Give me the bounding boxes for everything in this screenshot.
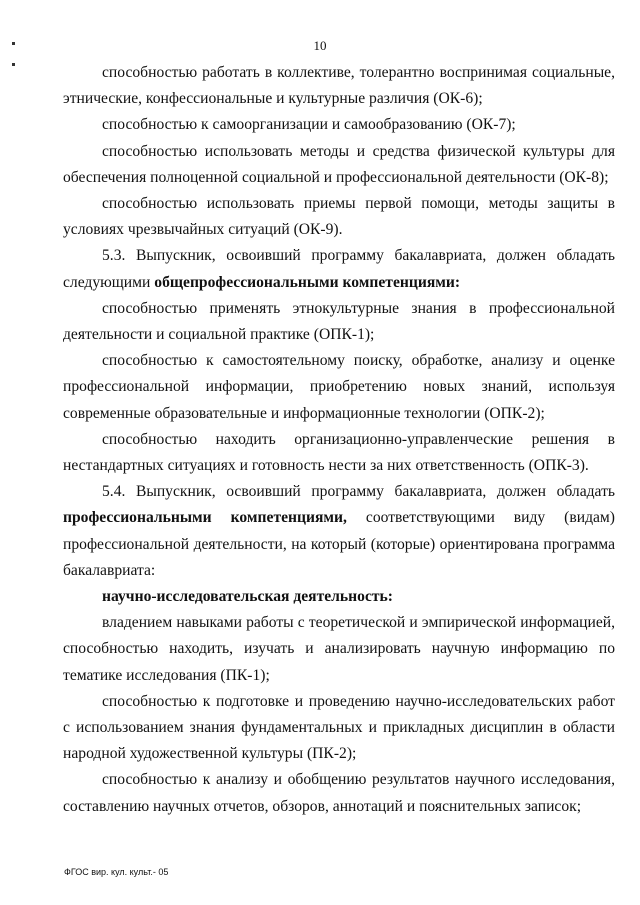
paragraph-opk1: способностью применять этнокультурные знания в профессиональной деятельности и социальной практике (ОПК-1); [63, 299, 615, 344]
paragraph-5-4-text: 5.4. Выпускник, освоивший программу бакалавриата, должен обладать [102, 483, 615, 501]
paragraph-ok6: способностью работать в коллективе, толерантно воспринимая социальные, этнические, конфессиональные и культурные различия (ОК-6); [63, 64, 615, 108]
professional-competencies-heading: профессиональными компетенциями, [63, 509, 347, 527]
page-number: 10 [313, 38, 327, 53]
scan-speck [12, 63, 15, 66]
paragraph-5-3 [63, 243, 615, 295]
research-activity-heading [63, 584, 615, 610]
paragraph-pk2: способностью к подготовке и проведению научно-исследовательских работ с использованием знания фундаментальных и прикладных дисциплин в области народной художественной культуры (ПК-2); [63, 692, 615, 763]
paragraph-ok9: способностью использовать приемы первой помощи, методы защиты в условиях чрезвычайных ситуаций (ОК-9). [63, 195, 615, 239]
paragraph-pk1: владением навыками работы с теоретической и эмпирической информацией, способностью находить, изучать и анализировать научную информацию по тематике исследования (ПК-1); [63, 614, 615, 684]
paragraph-5-3-text: 5.3. Выпускник, освоивший программу бакалавриата, должен обладать следующими [63, 247, 615, 291]
document-body [63, 60, 615, 820]
research-activity-label: научно-исследовательская деятельность: [102, 588, 393, 606]
general-professional-competencies-heading: общепрофессиональными компетенциями: [154, 273, 461, 291]
footer-code: ФГОС вир. кул. культ.- 05 [64, 867, 169, 877]
paragraph-ok7: способностью к самоорганизации и самообразованию (ОК-7); [102, 116, 516, 134]
paragraph-ok8: способностью использовать методы и средства физической культуры для обеспечения полноценной социальной и профессиональной деятельности (ОК-8); [63, 142, 615, 186]
paragraph-opk2: способностью к самостоятельному поиску, обработке, анализу и оценке профессиональной информации, приобретению новых знаний, используя современные образовательные и информационные технологии (ОПК-2); [63, 352, 615, 422]
paragraph-pk3: способностью к анализу и обобщению результатов научного исследования, составлению научных отчетов, обзоров, аннотаций и пояснительных записок; [63, 771, 615, 815]
paragraph-opk3: способностью находить организационно-управленческие решения в нестандартных ситуациях и готовность нести за них ответственность (ОПК-3). [63, 430, 615, 475]
paragraph-5-4 [63, 479, 615, 584]
paragraph-5-4-continuation: соответствующими виду (видам) профессиональной деятельности, на который (которые) ориентирована программа бакалавриата: [63, 509, 615, 579]
